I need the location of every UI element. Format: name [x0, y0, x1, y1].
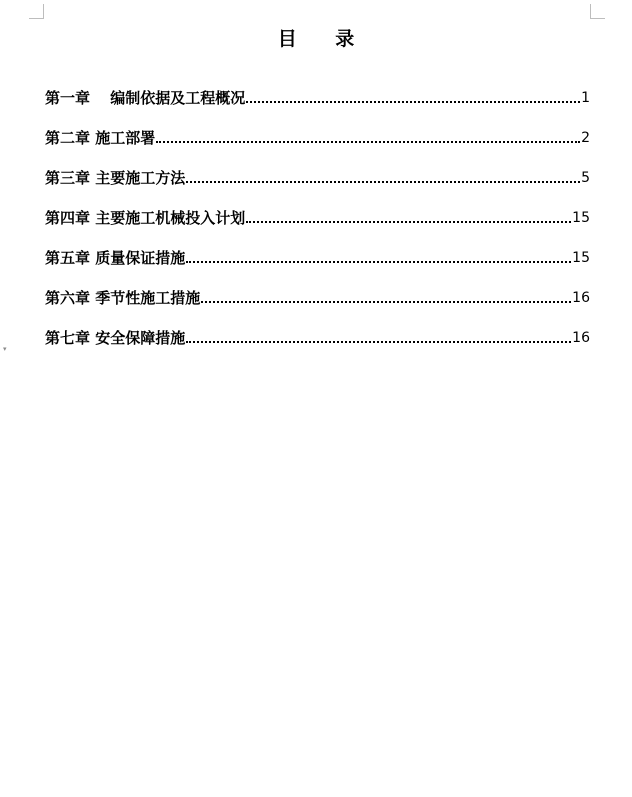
toc-dot-leader: [186, 341, 571, 343]
toc-entry-chapter-5[interactable]: [45, 228, 590, 268]
toc-heading: 质量保证措施: [95, 249, 186, 267]
table-of-contents: [45, 68, 590, 348]
page-corner-mark-top-right: [590, 4, 605, 19]
chevron-down-icon: ▾: [3, 345, 7, 353]
toc-page-number: 15: [572, 210, 590, 226]
toc-entry-label: [45, 128, 155, 148]
toc-entry-chapter-6[interactable]: [45, 268, 590, 308]
toc-spacer: [90, 89, 110, 107]
toc-heading: 施工部署: [95, 129, 156, 147]
toc-heading: 编制依据及工程概况: [110, 89, 246, 107]
toc-dot-leader: [246, 101, 580, 103]
toc-chapter-number: 第二章: [45, 129, 91, 147]
toc-heading: 主要施工机械投入计划: [95, 209, 246, 227]
toc-entry-chapter-2[interactable]: [45, 108, 590, 148]
toc-entry-chapter-3[interactable]: [45, 148, 590, 188]
toc-dot-leader: [156, 141, 580, 143]
toc-entry-label: [45, 328, 185, 348]
toc-page-number: 15: [572, 250, 590, 266]
toc-page-number: 16: [572, 330, 590, 346]
toc-entry-chapter-1[interactable]: [45, 68, 590, 108]
toc-chapter-number: 第一章: [45, 89, 91, 107]
toc-page-number: 1: [581, 90, 590, 106]
toc-chapter-number: 第六章: [45, 289, 91, 307]
toc-chapter-number: 第七章: [45, 329, 91, 347]
toc-heading: 安全保障措施: [95, 329, 186, 347]
toc-entry-label: [45, 248, 185, 268]
toc-heading: 季节性施工措施: [95, 289, 201, 307]
toc-entry-chapter-4[interactable]: [45, 188, 590, 228]
toc-entry-label: [45, 88, 245, 108]
toc-dot-leader: [246, 221, 571, 223]
toc-chapter-number: 第四章: [45, 209, 91, 227]
toc-heading: 主要施工方法: [95, 169, 186, 187]
toc-dot-leader: [186, 261, 571, 263]
page-corner-mark-top-left: [29, 4, 44, 19]
toc-page-number: 5: [581, 170, 590, 186]
toc-chapter-number: 第三章: [45, 169, 91, 187]
toc-page-number: 16: [572, 290, 590, 306]
toc-entry-label: [45, 208, 245, 228]
toc-dot-leader: [201, 301, 571, 303]
toc-title: 目 录: [277, 28, 371, 50]
toc-entry-label: [45, 168, 185, 188]
toc-page-number: 2: [581, 130, 590, 146]
toc-entry-label: [45, 288, 200, 308]
toc-dot-leader: [186, 181, 580, 183]
toc-entry-chapter-7[interactable]: [45, 308, 590, 348]
toc-chapter-number: 第五章: [45, 249, 91, 267]
